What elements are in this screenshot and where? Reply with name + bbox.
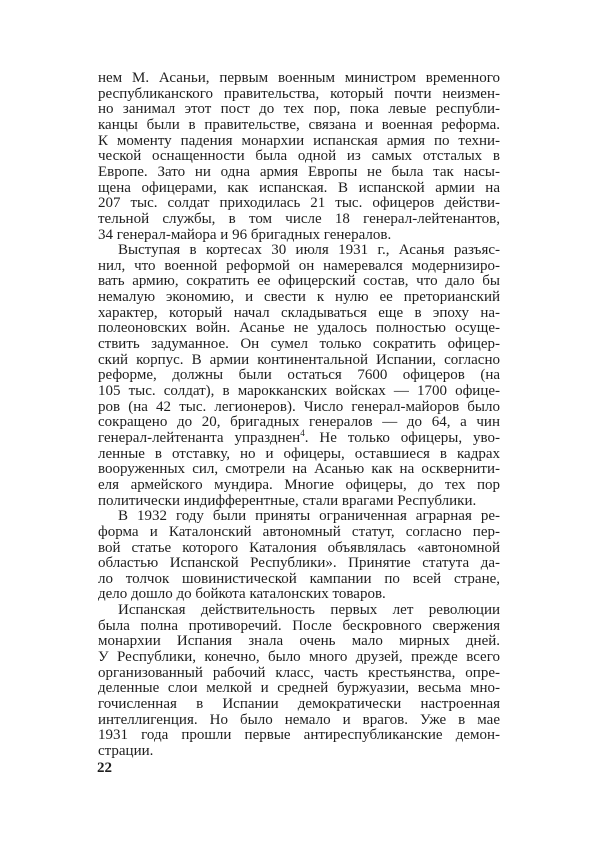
text-line: 207 тыс. солдат приходилась 21 тыс. офицеров действи- — [98, 195, 500, 212]
text-line: областью Испанской Республики». Принятие статута да- — [98, 555, 500, 572]
text-line: но занимал этот пост до тех пор, пока левые республи- — [98, 101, 500, 118]
text-line: Испанская действительность первых лет революции — [118, 602, 500, 619]
text-line: гочисленная в Испании демократически настроенная — [98, 696, 500, 713]
text-line: канцы были в правительстве, связана и военная реформа. — [98, 116, 500, 133]
text-segment: генерал-лейтенанта упразднен — [98, 429, 301, 446]
text-line: интеллигенция. Но было немало и врагов. Уже в мае — [98, 711, 500, 728]
footnote-marker: 4 — [300, 427, 305, 438]
text-line: страции. — [98, 743, 154, 759]
text-line: еля армейского мундира. Многие офицеры, до тех пор — [98, 476, 500, 493]
text-line: 34 генерал-майора и 96 бригадных генералов. — [98, 226, 392, 243]
text-line: ло толчок шовинистической кампании по всей стране, — [98, 570, 500, 587]
text-line: ческой оснащенности была одной из самых отсталых в — [98, 148, 500, 165]
text-line: деленные слои мелкой и средней буржуазии, весьма мно- — [98, 680, 500, 697]
text-line: У Республики, конечно, было много друзей, прежде всего — [98, 649, 500, 666]
text-line: ствить задуманное. Он сумел только сократить офицер- — [98, 336, 500, 353]
text-line: вать армию, сократить ее офицерский состав, что дало бы — [98, 273, 500, 290]
text-line: 105 тыс. солдат), в марокканских войсках — 1700 офице- — [98, 383, 500, 400]
text-line: К моменту падения монархии испанская армия по техни- — [98, 132, 500, 149]
text-line: В 1932 году были приняты ограниченная аграрная ре- — [118, 508, 500, 525]
text-line: ров (на 42 тыс. легионеров). Число генерал-майоров было — [98, 398, 500, 415]
text-line: сокращено до 20, бригадных генералов — до 64, а чин — [98, 414, 500, 431]
text-line: характер, который начал складываться еще в эпоху на- — [98, 304, 500, 321]
text-line: политически индифферентные, стали врагами Республики. — [98, 492, 477, 509]
page-number: 22 — [97, 760, 112, 776]
text-segment: . Не только офицеры, уво- — [304, 429, 500, 446]
text-line: республиканского правительства, который почти неизмен- — [98, 85, 500, 102]
text-line: щена офицерами, как испанская. В испанской армии на — [98, 179, 500, 196]
text-line: форма и Каталонский автономный статут, согласно пер- — [98, 523, 500, 540]
text-line: ленные в отставку, но и офицеры, оставшиеся в кадрах — [98, 445, 500, 462]
text-line: монархии Испания знала очень мало мирных дней. — [98, 633, 500, 650]
text-line — [98, 427, 500, 447]
text-line: дело дошло до бойкота каталонских товаров. — [98, 586, 386, 603]
text-line: Выступая в кортесах 30 июля 1931 г., Асанья разъяс- — [118, 242, 500, 259]
text-line: вооруженных сил, смотрели на Асанью как на осквернити- — [98, 461, 500, 478]
text-line: вой статье которого Каталония объявлялась «автономной — [98, 539, 500, 556]
text-line: организованный рабочий класс, часть крестьянства, опре- — [98, 664, 500, 681]
text-line: реформе, должны были остаться 7600 офицеров (на — [98, 367, 500, 384]
text-line: нем М. Асаньи, первым военным министром временного — [98, 70, 500, 86]
text-line: нил, что военной реформой он намеревался модернизиро- — [98, 257, 500, 274]
text-line: тельной службы, в том числе 18 генерал-лейтенантов, — [98, 210, 500, 227]
text-line: ский корпус. В армии континентальной Испании, согласно — [98, 351, 500, 368]
text-line: 1931 года прошли первые антиреспубликанские демон- — [98, 727, 500, 744]
text-line: Европе. Зато ни одна армия Европы не была так насы- — [98, 163, 500, 180]
text-line: немалую экономию, и свести к нулю ее преторианский — [98, 289, 500, 306]
text-line: полеоновских войн. Асанье не удалось полностью осуще- — [98, 320, 500, 337]
text-line: была полна противоречий. После бескровного свержения — [98, 617, 500, 634]
